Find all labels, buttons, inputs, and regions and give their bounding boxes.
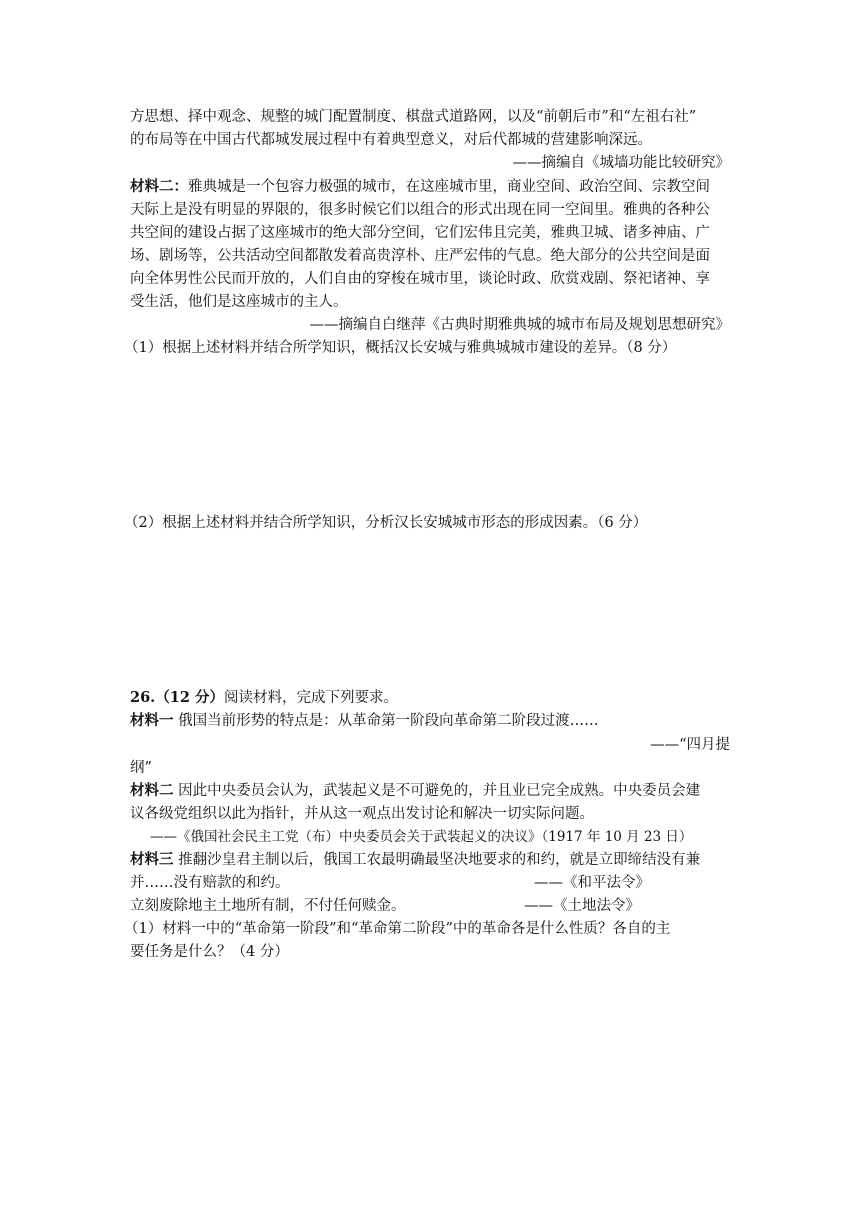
q25-question-1: （1）根据上述材料并结合所学知识，概括汉长安城与雅典城城市建设的差异。（8 分） [124,340,677,356]
q26-material2-label: 材料二 [130,782,174,799]
material2-line2: 天际上是没有明显的界限的，很多时候它们以组合的形式出现在同一空间里。雅典的各种公 [130,202,710,218]
q26-material3-source2: ——《土地法令》 [524,898,640,914]
material2-line1 [130,176,730,198]
material1-line2: 的布局等在中国古代都城发展过程中有着典型意义，对后代都城的营建影响深远。 [130,132,652,148]
q26-material1-source-b: 纲” [130,760,152,776]
q26-number: 26.（12 分） [130,689,224,706]
material2-text1: 雅典城是一个包容力极强的城市，在这座城市里，商业空间、政治空间、宗教空间 [188,179,710,195]
q26-material3-label: 材料三 [130,851,174,868]
q26-material2-line2: 议各级党组织以此为指针，并从这一观点出发讨论和解决一切实际问题。 [130,806,594,822]
q26-material1-label: 材料一 [130,712,174,729]
q26-material2-line1 [130,780,730,802]
q26-material2-source: ——《俄国社会民主工党（布）中央委员会关于武装起义的决议》（1917 年 10 月 23 日） [150,829,693,845]
q26-material3-text1: 推翻沙皇君主制以后，俄国工农最明确最坚决地要求的和约，就是立即缔结没有兼 [173,852,701,868]
material1-source: ——摘编自《城墙功能比较研究》 [512,155,730,171]
material2-line5: 向全体男性公民而开放的，人们自由的穿梭在城市里，谈论时政、欣赏戏剧、祭祀诸神、享 [130,271,710,287]
q26-material1-text: 俄国当前形势的特点是：从革命第一阶段向革命第二阶段过渡…… [173,713,599,729]
material1-line1: 方思想、择中观念、规整的城门配置制度、棋盘式道路网，以及“前朝后市”和“左祖右社” [130,109,697,125]
q26-material3-line1 [130,849,730,871]
q26-material1 [130,710,730,732]
q26-question-1-line1: （1）材料一中的“革命第一阶段”和“革命第二阶段”中的革命各是什么性质？各自的主 [124,921,671,937]
material2-line6: 受生活，他们是这座城市的主人。 [130,294,348,310]
q26-material2-text1: 因此中央委员会认为，武装起义是不可避免的，并且业已完全成熟。中央委员会建 [173,783,701,799]
material2-line3: 共空间的建设占据了这座城市的绝大部分空间，它们宏伟且完美，雅典卫城、诸多神庙、广 [130,225,710,241]
material2-source: ——摘编自白继萍《古典时期雅典城的城市布局及规划思想研究》 [309,317,730,333]
material2-label: 材料二： [130,178,188,195]
q26-material1-source-a: ——“四月提 [650,737,730,753]
q26-question-1-line2: 要任务是什么？（4 分） [130,944,289,960]
q26-instruction: 阅读材料，完成下列要求。 [223,690,398,706]
q26-material3-line3: 立刻废除地主土地所有制，不付任何赎金。 [130,898,406,914]
q26-header [130,687,730,709]
q25-question-2: （2）根据上述材料并结合所学知识，分析汉长安城城市形态的形成因素。（6 分） [124,515,648,531]
material2-line4: 场、剧场等，公共活动空间都散发着高贵淳朴、庄严宏伟的气息。绝大部分的公共空间是面 [130,248,710,264]
q26-material3-line2: 并……没有赔款的和约。 [130,875,290,891]
q26-material3-source1: ——《和平法令》 [534,875,650,891]
